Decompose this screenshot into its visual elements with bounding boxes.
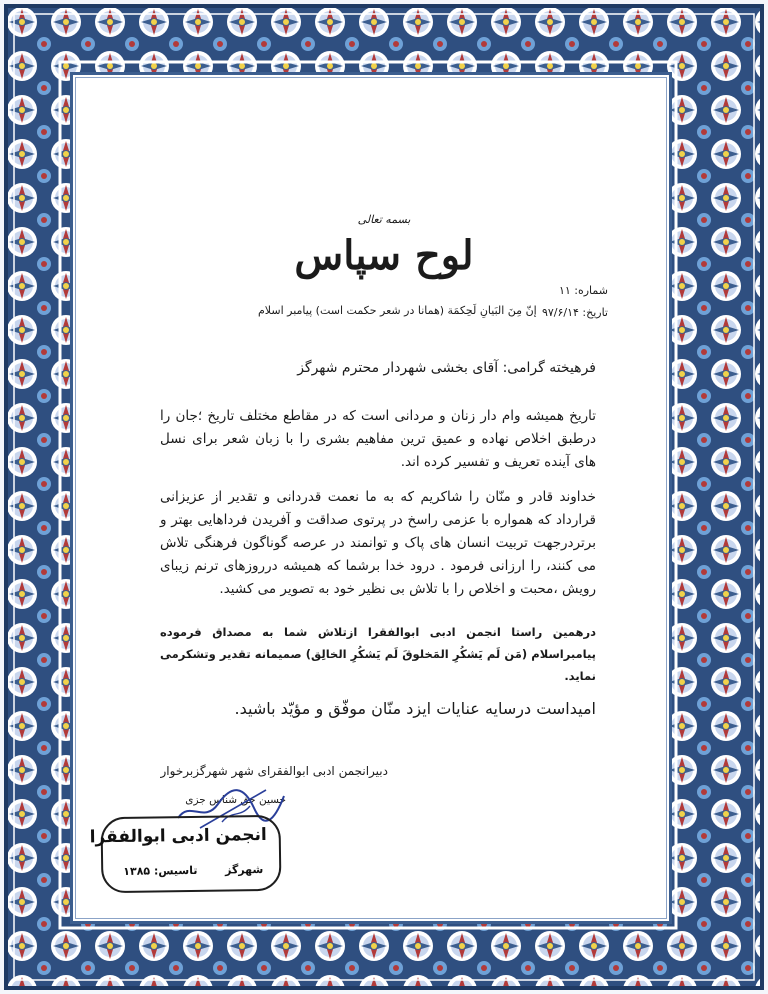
body-paragraph-1: تاریخ همیشه وام دار زنان و مردانی است که در مقاطع مختلف تاریخ ؛جان را درطبق اخلاص نهاده و عمیق ترین مفاهیم بشری را با زبان شعر برای نسل های آینده تعریف و تفسیر کرده اند.	[160, 408, 596, 470]
document-date: تاریخ: ۹۷/۶/۱۴	[541, 306, 608, 319]
secretary-title: دبیرانجمن ادبی ابوالفقرای شهر شهرگزبرخوار	[160, 764, 388, 778]
stamp-city: شهرگز	[224, 862, 264, 877]
stamp-established: تاسیس: ۱۳۸۵	[123, 863, 198, 878]
hadith-quote: إنّ مِنَ البَیانِ لَحِکمَة (همانا در شعر حکمت است) پیامبر اسلام	[258, 304, 537, 317]
stamp-organization: انجمن ادبی ابوالفقرا	[89, 824, 267, 848]
closing-wish: امیداست درسایه عنایات ایزد منّان موفّق و مؤیّد باشید.	[234, 699, 596, 718]
body-paragraph-3: درهمین راستا انجمن ادبی ابوالفقرا ازتلاش شما به مصداق فرموده پیامبراسلام (مَن لَم یَشکُرِ المَخلوقَ لَم یَشکُرِ الخالِق) صمیمانه تقدیر وتشکرمی نماید.	[160, 625, 596, 683]
body-paragraph-2: خداوند قادر و منّان را شاکریم که به ما نعمت قدردانی و تقدیر از عزیزانی قرارداد که همواره با عزمی راسخ در پرتوی صداقت و آفریدن فرداهایی بهتر و برتردرجهت تربیت انسان های پاک و توانمند در عرصه گوناگون فرهنگی تلاش می کنند، را ارزانی فرمود . درود خدا برشما که همیشه درروزهای ترنم زیبای رویش ،محبت و اخلاص را با تلاش بی نظیر خود به تصویر می کشید.	[160, 489, 596, 597]
basmala-text: بسمه تعالی	[357, 213, 411, 226]
signer-name: حسین حق شناس جزی	[185, 794, 286, 806]
addressee-line: فرهیخته گرامی: آقای بخشی شهردار محترم شهرگز	[297, 360, 596, 376]
certificate-title: لوح سپاس	[294, 232, 474, 279]
document-number: شماره: ۱۱	[558, 284, 608, 297]
organization-stamp	[89, 815, 281, 894]
